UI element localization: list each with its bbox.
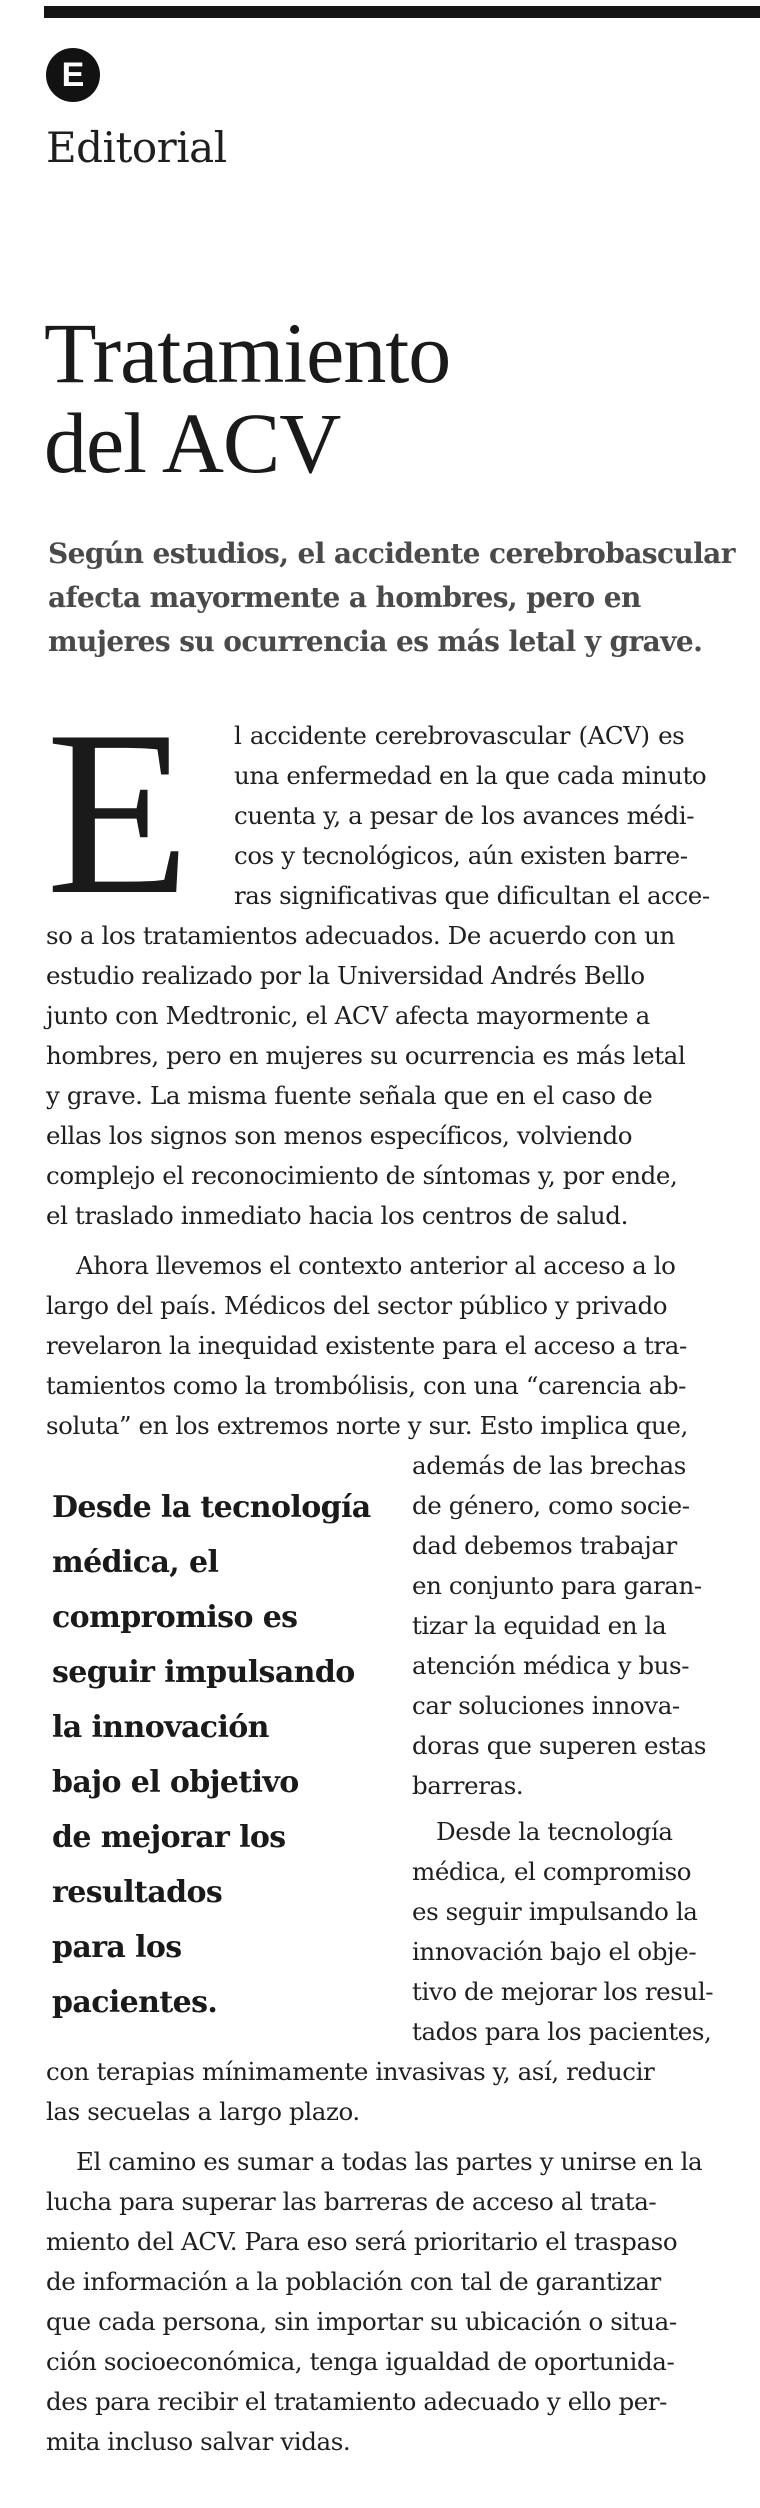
body-line: médica, el compromiso [412,1857,692,1886]
body-line: que cada persona, sin importar su ubicación o situa- [46,2307,677,2336]
body-line: junto con Medtronic, el ACV afecta mayormente a [46,1001,650,1030]
section-badge-icon: E [46,48,100,102]
deck-line: Según estudios, el accidente cerebrobascular [48,537,735,570]
pull-quote-line: resultados [52,1875,223,1910]
body-line: miento del ACV. Para eso será prioritario el traspaso [46,2227,678,2256]
body-line: estudio realizado por la Universidad Andrés Bello [46,961,645,990]
body-line: barreras. [412,1771,524,1800]
pull-quote-line: médica, el [52,1545,219,1580]
pull-quote [52,1480,382,2030]
body-line: las secuelas a largo plazo. [46,2097,360,2126]
pull-quote-line: Desde la tecnología [52,1490,371,1525]
body-line: l accidente cerebrovascular (ACV) es [234,721,685,750]
deck-line: mujeres su ocurrencia es más letal y grave. [48,625,703,658]
body-line: de información a la población con tal de garantizar [46,2267,661,2296]
body-line: una enfermedad en la que cada minuto [234,761,707,790]
pull-quote-line: seguir impulsando [52,1655,355,1690]
body-line: soluta” en los extremos norte y sur. Esto implica que, [46,1411,688,1440]
body-line: so a los tratamientos adecuados. De acuerdo con un [46,921,675,950]
body-line: y grave. La misma fuente señala que en el caso de [46,1081,653,1110]
deck [48,532,748,664]
body-line: Ahora llevemos el contexto anterior al acceso a lo [76,1251,676,1280]
body-line: complejo el reconocimiento de síntomas y, por ende, [46,1161,678,1190]
body-line: doras que superen estas [412,1731,707,1760]
body-line: el traslado inmediato hacia los centros de salud. [46,1201,628,1230]
body-line: cos y tecnológicos, aún existen barre- [234,841,688,870]
body-line: tivo de mejorar los resul- [412,1977,714,2006]
body-line: cuenta y, a pesar de los avances médi- [234,801,695,830]
body-line: ción socioeconómica, tenga igualdad de oportunida- [46,2347,675,2376]
body-line: mita incluso salvar vidas. [46,2427,351,2456]
body-line: largo del país. Médicos del sector público y privado [46,1291,668,1320]
body-line: con terapias mínimamente invasivas y, así, reducir [46,2057,655,2086]
headline-line: Tratamiento [44,305,451,401]
body-line: tizar la equidad en la [412,1611,667,1640]
pull-quote-line: compromiso es [52,1600,298,1635]
body-line: en conjunto para garan- [412,1571,702,1600]
section-label: Editorial [46,123,227,172]
body-line: Desde la tecnología [436,1817,673,1846]
body-line: tamientos como la trombólisis, con una “carencia ab- [46,1371,686,1400]
pull-quote-line: de mejorar los [52,1820,286,1855]
body-line: es seguir impulsando la [412,1897,698,1926]
drop-cap: E [46,683,191,944]
body-line: lucha para superar las barreras de acceso al trata- [46,2187,657,2216]
body-line: de género, como socie- [412,1491,690,1520]
pull-quote-line: la innovación [52,1710,269,1745]
body-line: revelaron la inequidad existente para el acceso a tra- [46,1331,687,1360]
pull-quote-line: bajo el objetivo [52,1765,299,1800]
body-line: ras significativas que dificultan el acce- [234,881,710,910]
body-line: tados para los pacientes, [412,2017,712,2046]
pull-quote-line: para los [52,1930,182,1965]
body-line: ellas los signos son menos específicos, volviendo [46,1121,633,1150]
body-line: hombres, pero en mujeres su ocurrencia es más letal [46,1041,686,1070]
top-rule [44,6,760,18]
body-line: car soluciones innova- [412,1691,680,1720]
headline [44,305,734,491]
pull-quote-line: pacientes. [52,1985,218,2020]
deck-line: afecta mayormente a hombres, pero en [48,581,641,614]
headline-line: del ACV [44,395,341,491]
body-line: además de las brechas [412,1451,686,1480]
body-line: atención médica y bus- [412,1651,690,1680]
body-line: innovación bajo el obje- [412,1937,697,1966]
body-line: El camino es sumar a todas las partes y unirse en la [76,2147,703,2176]
body-line: dad debemos trabajar [412,1531,677,1560]
body-line: des para recibir el tratamiento adecuado y ello per- [46,2387,668,2416]
